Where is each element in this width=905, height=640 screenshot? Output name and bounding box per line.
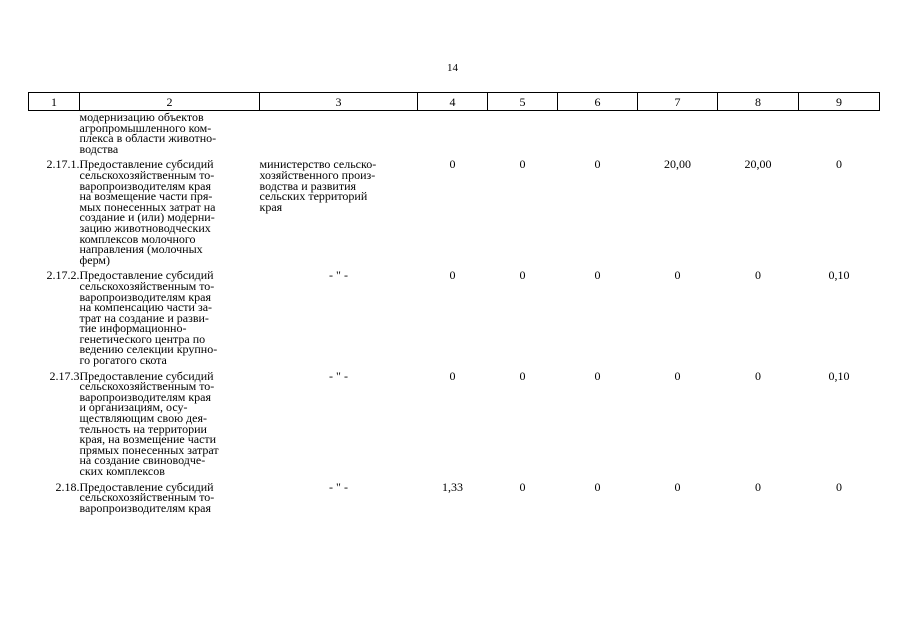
- description-line: создание и (или) модерни-: [79, 210, 215, 225]
- item-description: [80, 111, 260, 155]
- executor-line: - " -: [329, 479, 348, 494]
- value-cell: 0: [449, 157, 456, 172]
- table-row: [29, 477, 880, 514]
- executor-line: - " -: [329, 368, 348, 383]
- value-cell: 0: [519, 268, 526, 283]
- item-number: 2.17.1.: [46, 157, 80, 172]
- description-line: ферм): [79, 252, 111, 267]
- description-line: ведению селекции крупно-: [79, 342, 218, 357]
- executor-line: министерство сельско-: [259, 157, 377, 172]
- page-number: 14: [447, 62, 458, 74]
- description-line: го рогатого скота: [79, 353, 167, 368]
- value-cell: 0: [674, 268, 681, 283]
- description-line: Предоставление субсидий: [79, 157, 214, 172]
- column-header: 2: [80, 93, 260, 111]
- executor-cell: [260, 366, 418, 477]
- value-cell: 0: [755, 368, 761, 383]
- description-line: сельскохозяйственным то-: [79, 167, 215, 182]
- description-line: тельность на территории: [79, 421, 207, 436]
- description-line: направления (молочных: [79, 242, 203, 257]
- value-cell: [488, 111, 558, 155]
- header-row: [29, 93, 880, 111]
- description-line: края, на возмещение части: [79, 432, 217, 447]
- item-number: [29, 111, 80, 155]
- description-line: зацию животноводческих: [79, 220, 211, 235]
- description-line: сельскохозяйственным то-: [79, 379, 215, 394]
- value-cell: [638, 111, 718, 155]
- description-line: ществляющим свою дея-: [79, 411, 207, 426]
- value-cell: 0,10: [828, 268, 850, 283]
- column-header: 3: [260, 93, 418, 111]
- item-description: [79, 265, 260, 368]
- description-line: Предоставление субсидий: [79, 368, 214, 383]
- item-description: [80, 477, 260, 514]
- executor-line: - " -: [329, 268, 348, 283]
- description-line: сельскохозяйственным то-: [79, 490, 215, 505]
- value-cell: 0: [449, 268, 456, 283]
- value-cell: 0: [836, 157, 842, 172]
- description-line: варопроизводителям края: [79, 289, 212, 304]
- description-line: сельскохозяйственным то-: [79, 278, 215, 293]
- table-row: [29, 154, 880, 265]
- executor-cell: [260, 265, 418, 365]
- executor-cell: [260, 154, 418, 265]
- program-table: [28, 92, 880, 513]
- executor-line: сельских территорий: [259, 189, 368, 204]
- column-header: 1: [29, 93, 80, 111]
- value-cell: 0: [594, 368, 601, 383]
- value-cell: 0: [519, 368, 526, 383]
- item-description: [80, 154, 260, 265]
- executor-cell: [260, 111, 418, 155]
- item-number: 2.18.: [55, 479, 80, 494]
- value-cell: [799, 111, 880, 155]
- value-cell: 0: [594, 157, 601, 172]
- value-cell: 20,00: [744, 157, 772, 172]
- description-line: генетического центра по: [79, 331, 206, 346]
- value-cell: 0: [594, 268, 601, 283]
- description-line: варопроизводителям края: [79, 389, 212, 404]
- value-cell: 0: [519, 479, 526, 494]
- column-header: 8: [718, 93, 799, 111]
- table-row: [29, 111, 880, 155]
- description-line: водства: [79, 141, 119, 156]
- description-line: агропромышленного ком-: [79, 120, 212, 135]
- description-line: трат на создание и разви-: [79, 310, 209, 325]
- description-line: тие информационно-: [79, 321, 187, 336]
- column-header: 9: [799, 93, 880, 111]
- value-cell: 1,33: [442, 479, 463, 494]
- description-line: варопроизводителям края: [79, 178, 212, 193]
- executor-line: хозяйственного произ-: [259, 167, 376, 182]
- value-cell: [418, 111, 488, 155]
- executor-line: водства и развития: [259, 178, 357, 193]
- description-line: Предоставление субсидий: [79, 268, 214, 283]
- value-cell: 0: [836, 479, 842, 494]
- description-line: прямых понесенных затрат: [79, 442, 219, 457]
- value-cell: 0,10: [828, 368, 850, 383]
- value-cell: 20,00: [664, 157, 691, 172]
- value-cell: 0: [755, 479, 761, 494]
- value-cell: 0: [755, 268, 761, 283]
- executor-cell: [260, 477, 418, 514]
- description-line: и организациям, осу-: [79, 400, 188, 415]
- item-number: 2.17.2.: [46, 268, 80, 283]
- description-line: на компенсацию части за-: [79, 300, 213, 315]
- table-row: [29, 366, 880, 477]
- table-row: [29, 265, 880, 365]
- value-cell: 0: [519, 157, 526, 172]
- description-line: комплексов молочного: [79, 231, 196, 246]
- description-line: ских комплексов: [79, 464, 165, 478]
- description-line: плекса в области животно-: [79, 131, 217, 146]
- value-cell: 0: [594, 479, 601, 494]
- description-line: мых понесенных затрат на: [79, 199, 216, 214]
- value-cell: [558, 111, 638, 155]
- value-cell: 0: [449, 368, 456, 383]
- description-line: Предоставление субсидий: [79, 479, 214, 494]
- value-cell: 0: [674, 368, 681, 383]
- value-cell: [718, 111, 799, 155]
- column-header: 5: [488, 93, 558, 111]
- column-header: 4: [418, 93, 488, 111]
- column-header: 7: [638, 93, 718, 111]
- executor-line: края: [259, 199, 283, 214]
- column-header: 6: [558, 93, 638, 111]
- description-line: на возмещение части пря-: [79, 189, 213, 204]
- description-line: модернизацию объектов: [79, 110, 204, 124]
- description-line: на создание свиноводче-: [79, 453, 206, 468]
- item-description: [80, 366, 260, 477]
- item-number: 2.17.3: [49, 368, 80, 383]
- value-cell: 0: [674, 479, 681, 494]
- description-line: варопроизводителям края: [79, 500, 212, 515]
